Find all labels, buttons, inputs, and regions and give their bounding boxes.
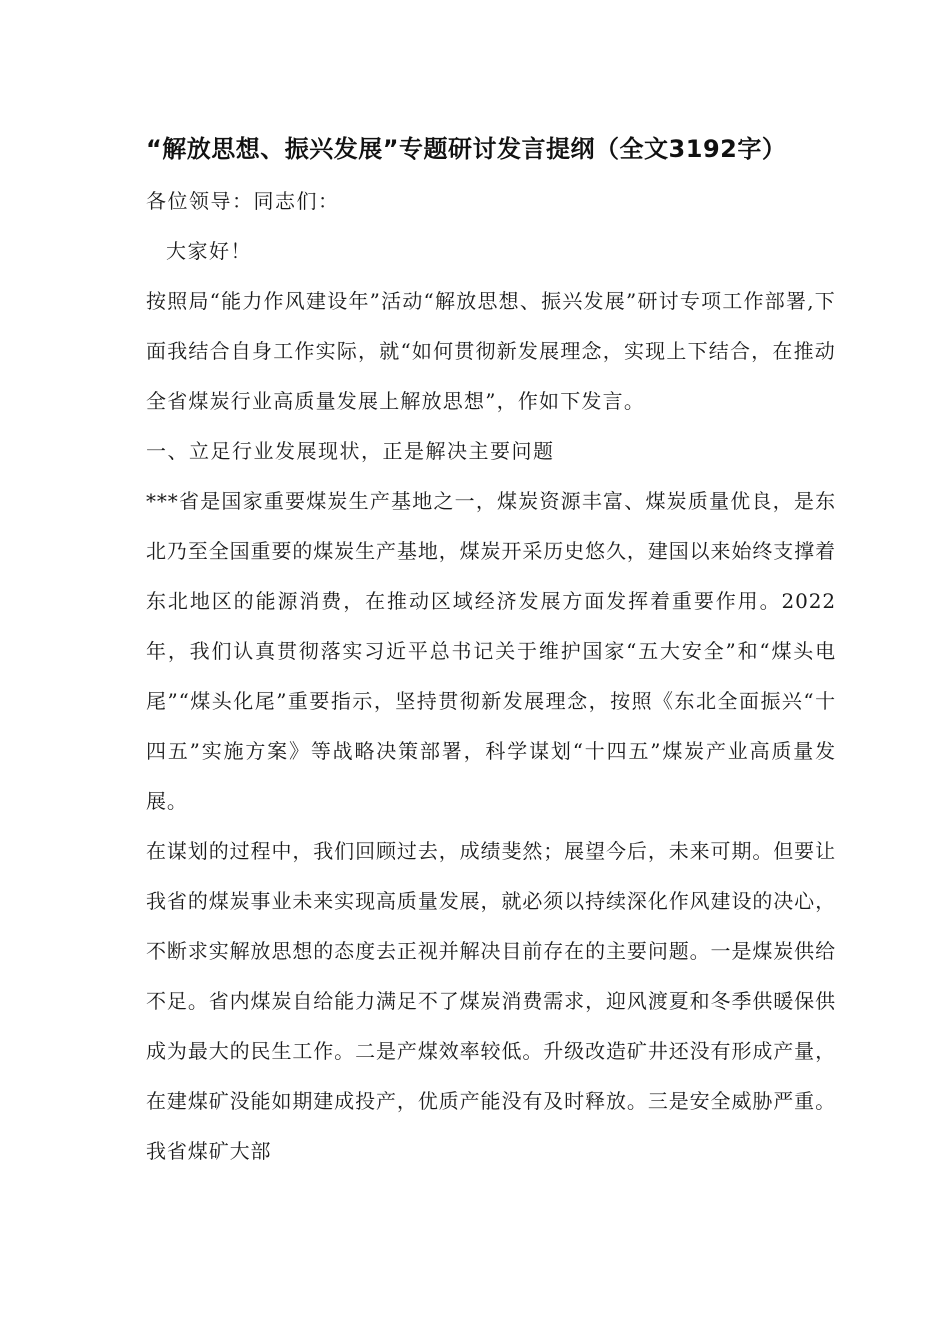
salutation: 各位领导：同志们： xyxy=(146,189,340,213)
document-title: “解放思想、振兴发展”专题研讨发言提纲（全文3192字） xyxy=(146,135,787,163)
document-body xyxy=(146,126,836,1176)
body-paragraph: ***省是国家重要煤炭生产基地之一，煤炭资源丰富、煤炭质量优良，是东北乃至全国重要的煤炭生产基地，煤炭开采历史悠久，建国以来始终支撑着东北地区的能源消费，在推动区域经济发展方面发挥着重要作用。2022年，我们认真贯彻落实习近平总书记关于维护国家“五大安全”和“煤头电尾”“煤头化尾”重要指示，坚持贯彻新发展理念，按照《东北全面振兴“十四五”实施方案》等战略决策部署，科学谋划“十四五”煤炭产业高质量发展。 xyxy=(146,489,836,813)
greeting: 大家好！ xyxy=(166,239,252,263)
body-paragraph: 在谋划的过程中，我们回顾过去，成绩斐然；展望今后，未来可期。但要让我省的煤炭事业未来实现高质量发展，就必须以持续深化作风建设的决心，不断求实解放思想的态度去正视并解决目前存在的主要问题。一是煤炭供给不足。省内煤炭自给能力满足不了煤炭消费需求，迎风渡夏和冬季供暖保供成为最大的民生工作。二是产煤效率较低。升级改造矿井还没有形成产量，在建煤矿没能如期建成投产，优质产能没有及时释放。三是安全威胁严重。我省煤矿大部 xyxy=(146,839,836,1163)
section-heading: 一、立足行业发展现状，正是解决主要问题 xyxy=(146,439,555,463)
intro-paragraph: 按照局“能力作风建设年”活动“解放思想、振兴发展”研讨专项工作部署,下面我结合自身工作实际，就“如何贯彻新发展理念，实现上下结合，在推动全省煤炭行业高质量发展上解放思想”，作如下发言。 xyxy=(146,289,836,413)
